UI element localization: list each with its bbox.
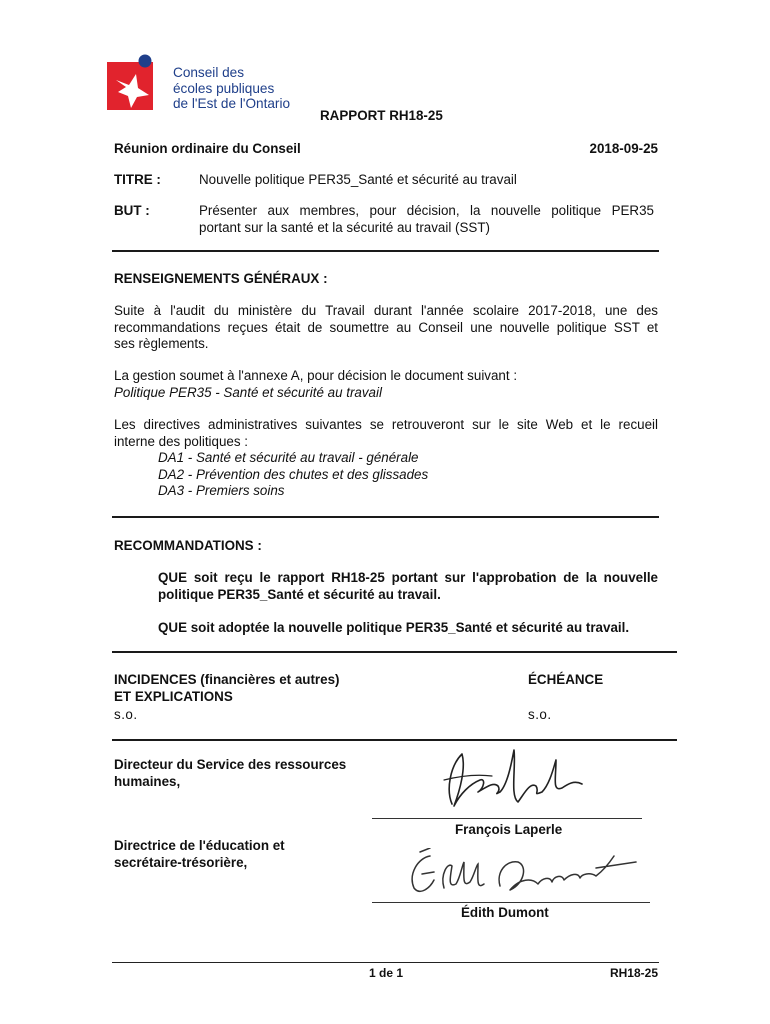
divider [112,739,677,741]
signature-line [372,902,650,903]
director-label-line2: humaines, [114,773,181,789]
general-heading: RENSEIGNEMENTS GÉNÉRAUX : [114,271,328,286]
general-p2-line2: Politique PER35 - Santé et sécurité au travail [114,384,382,400]
general-p1-line3: ses règlements. [114,336,209,351]
echeance-heading: ÉCHÉANCE [528,672,604,687]
titre-label: TITRE : [114,172,161,187]
echeance-value: s.o. [528,707,552,722]
divider [112,250,659,252]
report-title: RAPPORT RH18-25 [320,108,443,123]
general-p3-line2: interne des politiques : [114,433,248,449]
logo [105,52,305,114]
logo-text-line3: de l'Est de l'Ontario [173,96,291,111]
director-label [114,757,346,790]
general-p2-line1: La gestion soumet à l'annexe A, pour décision le document suivant : [114,368,518,383]
logo-text-line2: écoles publiques [173,80,275,96]
general-p1-line1: Suite à l'audit du ministère du Travail durant l'année scolaire 2017-2018, une des [114,303,658,318]
recommendation-1-line2: politique PER35_Santé et sécurité au travail. [158,586,441,602]
divider [112,651,677,653]
recommendations-heading: RECOMMANDATIONS : [114,538,262,553]
general-paragraph-1 [114,303,658,353]
signature-dumont [400,848,640,904]
but-label: BUT : [114,203,150,218]
directive-item: DA1 - Santé et sécurité au travail - générale [158,450,419,465]
incidences-heading [114,672,339,705]
titre-value: Nouvelle politique PER35_Santé et sécurité au travail [199,172,517,187]
but-value-line1: Présenter aux membres, pour décision, la nouvelle politique PER35 [199,203,654,218]
logo-mark-icon [105,52,167,114]
general-p3-line1: Les directives administratives suivantes se retrouveront sur le site Web et le recueil [114,417,658,432]
general-paragraph-3 [114,417,658,500]
page-number: 1 de 1 [369,966,404,980]
footer-code: RH18-25 [609,966,658,980]
meeting-label: Réunion ordinaire du Conseil [114,141,301,156]
signature-line [372,818,642,819]
but-value [199,203,654,236]
directrice-label-line2: secrétaire-trésorière, [114,854,248,870]
divider [112,516,659,518]
signature-laperle [440,746,590,816]
incidences-heading-line2: ET EXPLICATIONS [114,688,233,704]
recommendation-2: QUE soit adoptée la nouvelle politique PER35_Santé et sécurité au travail. [158,620,630,635]
director-name: François Laperle [455,822,563,837]
incidences-heading-line1: INCIDENCES (financières et autres) [114,672,340,687]
but-value-line2: portant sur la santé et la sécurité au travail (SST) [199,219,491,235]
directrice-name: Édith Dumont [461,905,549,920]
directive-item: DA3 - Premiers soins [158,483,285,498]
footer-rule [112,962,659,963]
directrice-label-line1: Directrice de l'éducation et [114,838,285,853]
directrice-label [114,838,285,871]
directive-item: DA2 - Prévention des chutes et des glissades [158,466,429,482]
recommendation-1-line1: QUE soit reçu le rapport RH18-25 portant sur l'approbation de la nouvelle [158,570,658,585]
general-paragraph-2 [114,368,658,401]
incidences-value: s.o. [114,707,138,722]
logo-text-line1: Conseil des [173,65,245,80]
meeting-date: 2018-09-25 [589,141,658,156]
director-label-line1: Directeur du Service des ressources [114,757,347,772]
general-p1-line2: recommandations reçues était de soumettre au Conseil une nouvelle politique SST et [114,319,658,335]
recommendation-1 [158,570,658,603]
